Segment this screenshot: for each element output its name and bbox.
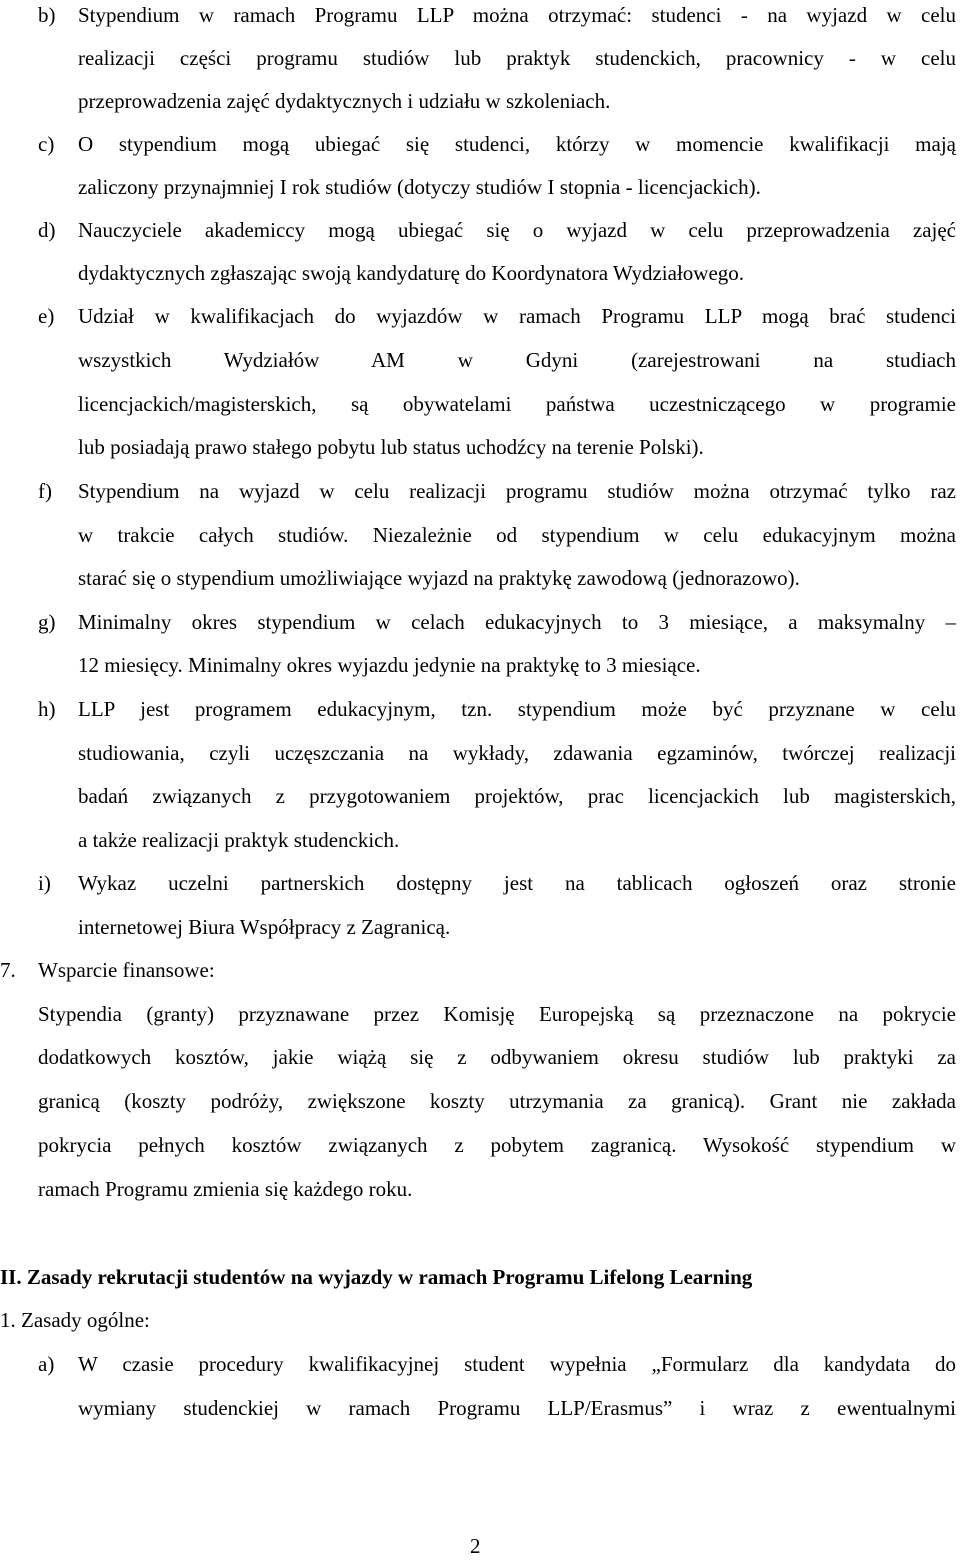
list-marker: e) bbox=[38, 304, 55, 328]
paragraph-line: Minimalny okres stypendium w celach edukacyjnych to 3 miesiące, a maksymalny – bbox=[78, 610, 956, 634]
paragraph-line: Wykaz uczelni partnerskich dostępny jest na tablicach ogłoszeń oraz stronie bbox=[78, 871, 956, 895]
paragraph-line: starać się o stypendium umożliwiające wyjazd na praktykę zawodową (jednorazowo). bbox=[78, 566, 800, 590]
paragraph-line: W czasie procedury kwalifikacyjnej student wypełnia „Formularz dla kandydata do bbox=[78, 1352, 956, 1376]
paragraph-line: w trakcie całych studiów. Niezależnie od stypendium w celu edukacyjnym można bbox=[78, 523, 956, 547]
paragraph-line: wszystkich Wydziałów AM w Gdyni (zarejestrowani na studiach bbox=[78, 348, 956, 372]
paragraph-line: dydaktycznych zgłaszając swoją kandydaturę do Koordynatora Wydziałowego. bbox=[78, 261, 745, 285]
paragraph-line: studiowania, czyli uczęszczania na wykłady, zdawania egzaminów, twórczej realizacji bbox=[78, 741, 956, 765]
paragraph-line: granicą (koszty podróży, zwiększone koszty utrzymania za granicą). Grant nie zakłada bbox=[38, 1089, 956, 1113]
paragraph-line: badań związanych z przygotowaniem projektów, prac licencjackich lub magisterskich, bbox=[78, 784, 956, 808]
paragraph-line: 12 miesięcy. Minimalny okres wyjazdu jedynie na praktykę to 3 miesiące. bbox=[78, 653, 701, 677]
list-marker: d) bbox=[38, 218, 56, 242]
paragraph-line: internetowej Biura Współpracy z Zagranicą. bbox=[78, 915, 451, 939]
paragraph-line: wymiany studenckiej w ramach Programu LLP/Erasmus” i wraz z ewentualnymi bbox=[78, 1396, 956, 1420]
paragraph-line: pokrycia pełnych kosztów związanych z pobytem zagranicą. Wysokość stypendium w bbox=[38, 1133, 956, 1157]
paragraph-line: Stypendium w ramach Programu LLP można otrzymać: studenci - na wyjazd w celu bbox=[78, 3, 956, 27]
paragraph-line: Udział w kwalifikacjach do wyjazdów w ramach Programu LLP mogą brać studenci bbox=[78, 304, 956, 328]
list-marker: g) bbox=[38, 610, 56, 634]
subheading: 1. Zasady ogólne: bbox=[0, 1308, 150, 1332]
paragraph-line: lub posiadają prawo stałego pobytu lub status uchodźcy na terenie Polski). bbox=[78, 435, 704, 459]
list-marker: f) bbox=[38, 479, 52, 503]
list-marker: b) bbox=[38, 3, 56, 27]
paragraph-line: Nauczyciele akademiccy mogą ubiegać się o wyjazd w celu przeprowadzenia zajęć bbox=[78, 218, 956, 242]
paragraph-line: dodatkowych kosztów, jakie wiążą się z odbywaniem okresu studiów lub praktyki za bbox=[38, 1045, 956, 1069]
paragraph-line: LLP jest programem edukacyjnym, tzn. stypendium może być przyznane w celu bbox=[78, 697, 956, 721]
paragraph-line: zaliczony przynajmniej I rok studiów (dotyczy studiów I stopnia - licencjackich). bbox=[78, 175, 761, 199]
paragraph-line: a także realizacji praktyk studenckich. bbox=[78, 828, 400, 852]
section-number: 7. bbox=[0, 958, 16, 982]
paragraph-line: Stypendium na wyjazd w celu realizacji programu studiów można otrzymać tylko raz bbox=[78, 479, 956, 503]
paragraph-line: realizacji części programu studiów lub praktyk studenckich, pracownicy - w celu bbox=[78, 46, 956, 70]
list-marker: i) bbox=[38, 871, 51, 895]
list-marker: a) bbox=[38, 1352, 55, 1376]
paragraph-line: ramach Programu zmienia się każdego roku. bbox=[38, 1177, 413, 1201]
section-heading: Wsparcie finansowe: bbox=[38, 958, 215, 982]
paragraph-line: licencjackich/magisterskich, są obywatelami państwa uczestniczącego w programie bbox=[78, 392, 956, 416]
page-number: 2 bbox=[470, 1534, 481, 1558]
list-marker: c) bbox=[38, 132, 55, 156]
paragraph-line: Stypendia (granty) przyznawane przez Komisję Europejską są przeznaczone na pokrycie bbox=[38, 1002, 956, 1026]
list-marker: h) bbox=[38, 697, 56, 721]
paragraph-line: O stypendium mogą ubiegać się studenci, którzy w momencie kwalifikacji mają bbox=[78, 132, 956, 156]
chapter-title: II. Zasady rekrutacji studentów na wyjazdy w ramach Programu Lifelong Learning bbox=[0, 1265, 753, 1289]
paragraph-line: przeprowadzenia zajęć dydaktycznych i udziału w szkoleniach. bbox=[78, 89, 611, 113]
